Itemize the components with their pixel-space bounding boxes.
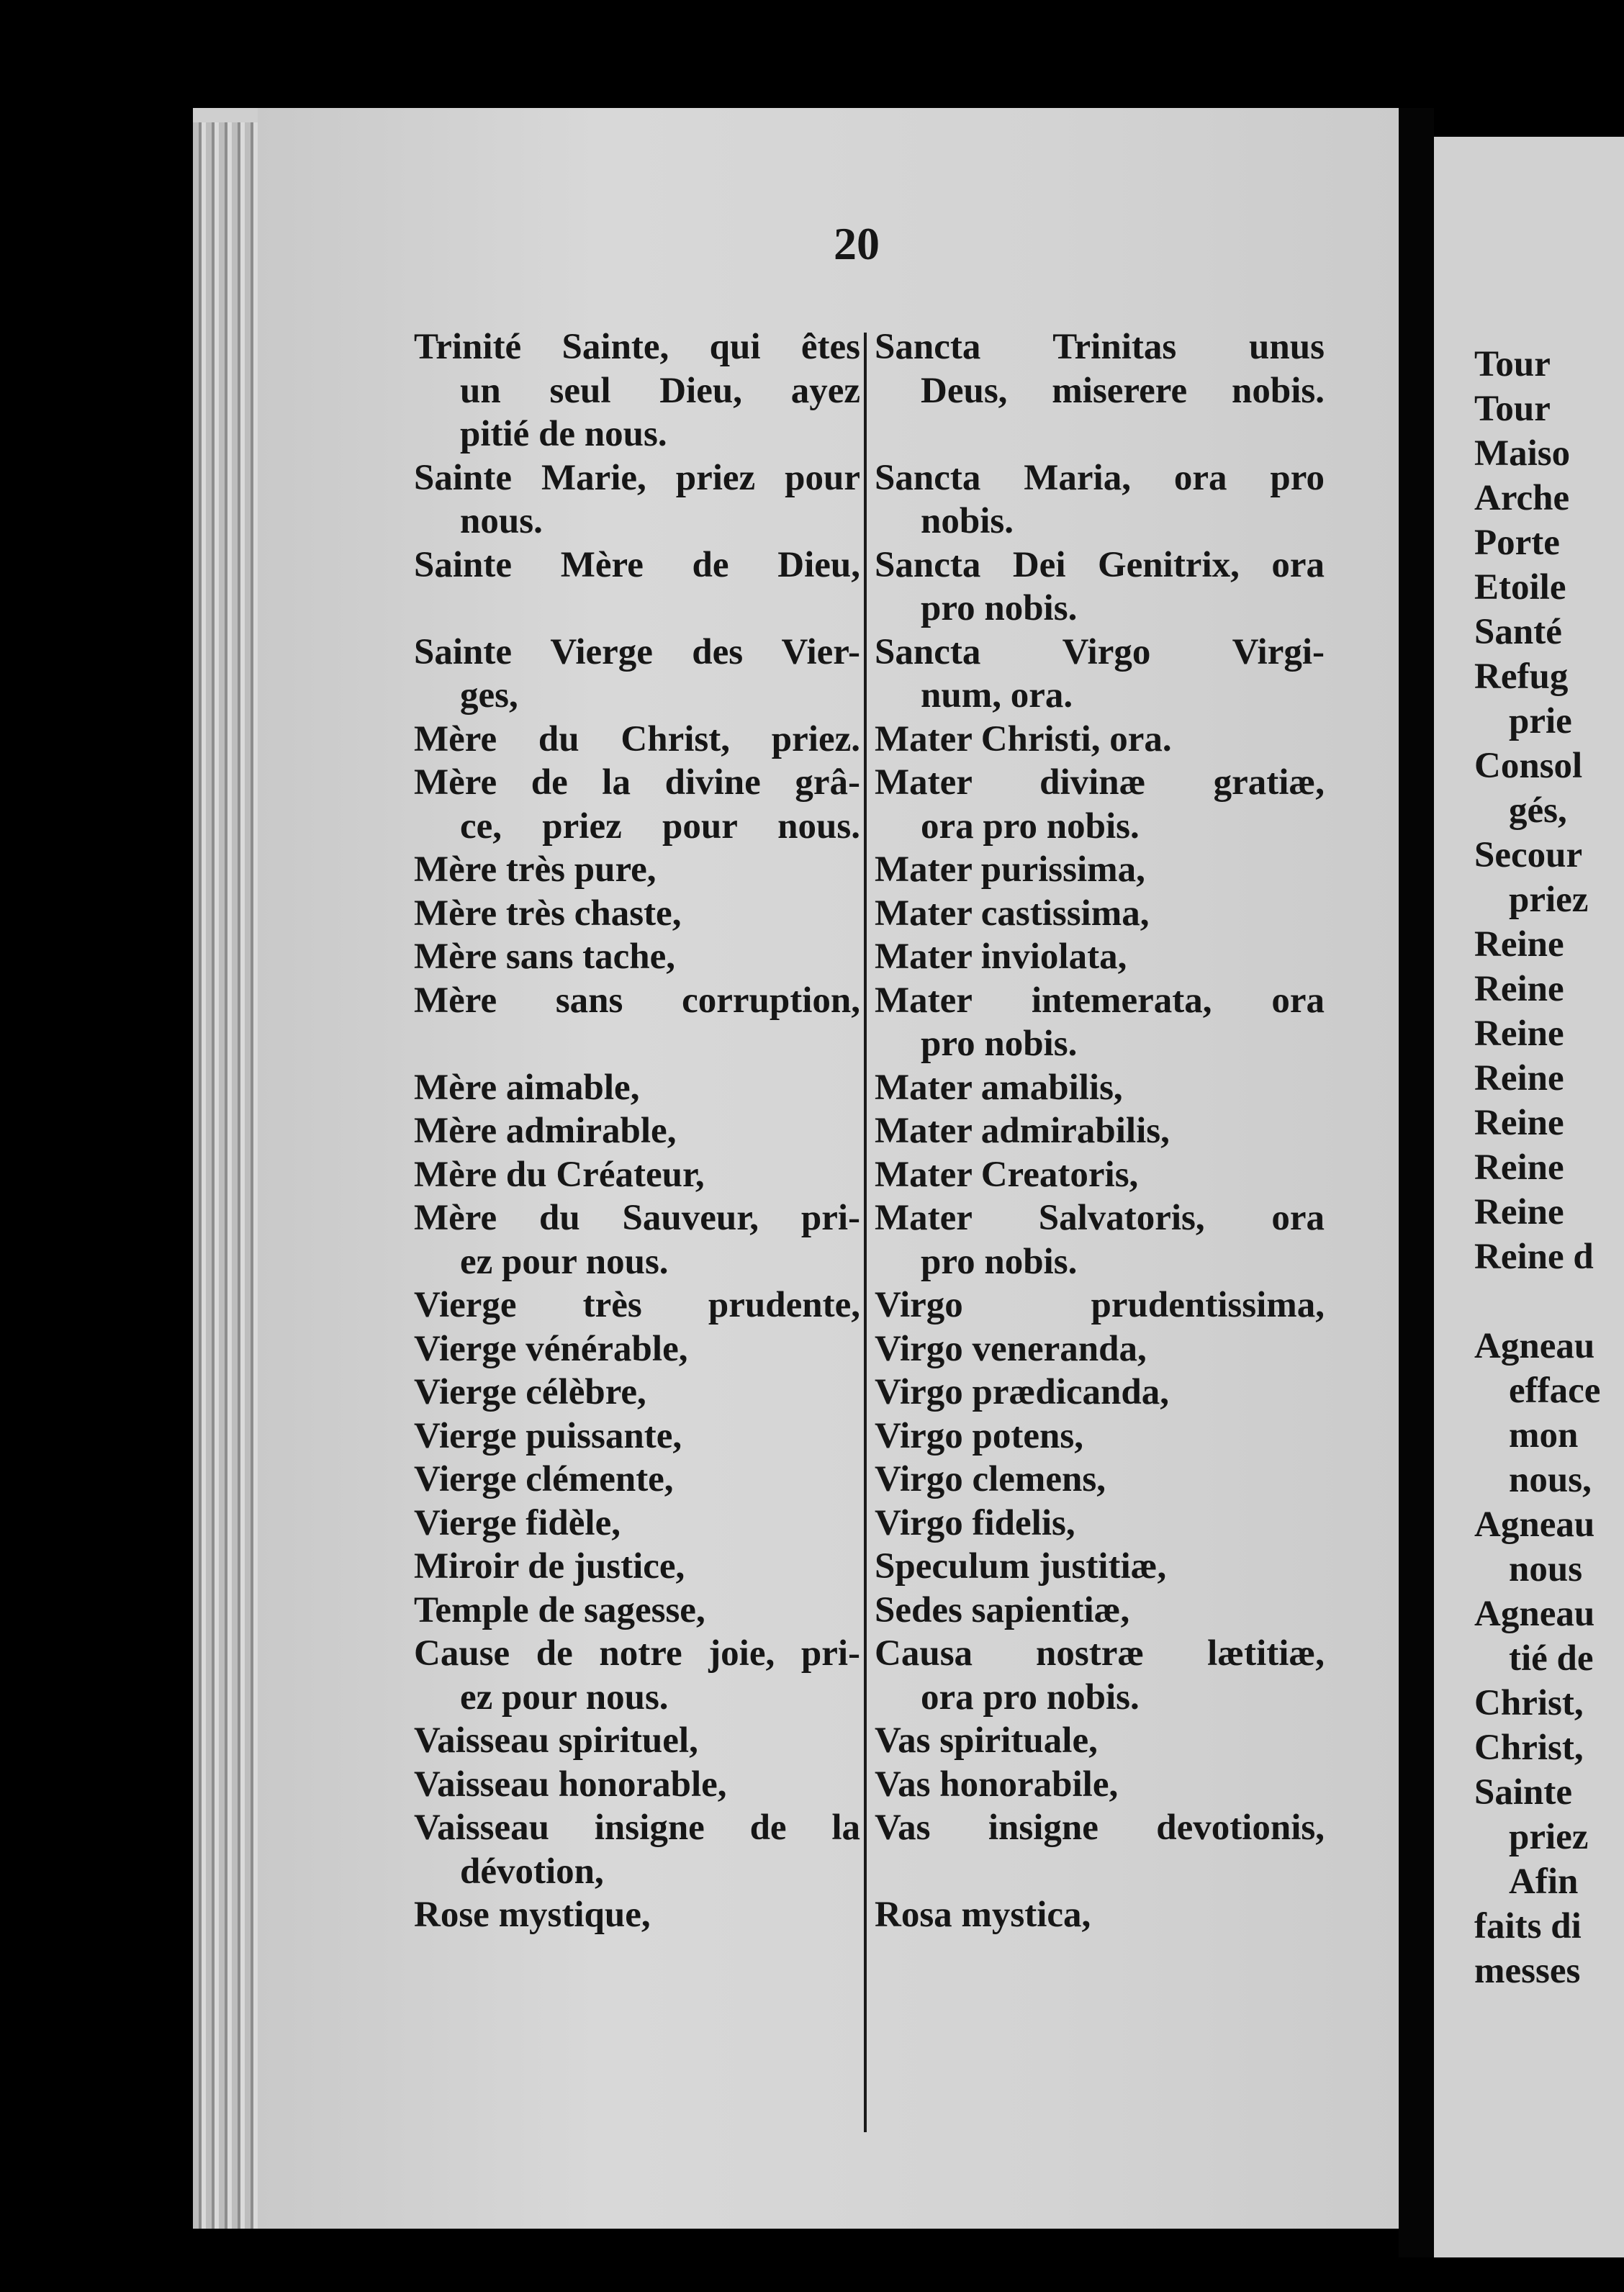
- entry-continuation-line: ora pro nobis.: [921, 806, 1140, 847]
- litany-entry: [875, 325, 1325, 456]
- facing-page-line: mon: [1509, 1415, 1579, 1456]
- facing-page-line: messes: [1474, 1951, 1581, 1991]
- entry-line: Mère de la divine grâ-: [414, 762, 860, 803]
- entry-line: Sainte Vierge des Vier-: [414, 631, 860, 672]
- facing-page-line: nous: [1509, 1549, 1583, 1589]
- litany-entry: [414, 1415, 860, 1458]
- facing-page-line: Reine d: [1474, 1237, 1594, 1277]
- entry-continuation-line: pro nobis.: [921, 1024, 1078, 1064]
- litany-entry: [414, 718, 860, 762]
- litany-entry: [414, 1502, 860, 1546]
- entry-line: Vierge puissante,: [414, 1415, 682, 1456]
- entry-continuation-line: num, ora.: [921, 675, 1073, 716]
- litany-entry: [414, 1066, 860, 1110]
- entry-line: Virgo potens,: [875, 1415, 1083, 1456]
- facing-page-line: Agneau: [1474, 1326, 1595, 1366]
- litany-entry: [875, 935, 1325, 979]
- facing-page-line: nous,: [1509, 1460, 1592, 1500]
- litany-entry: [875, 456, 1325, 543]
- facing-page-line: Tour: [1474, 389, 1551, 429]
- facing-page-line: Tour: [1474, 344, 1551, 384]
- facing-page-line: faits di: [1474, 1906, 1582, 1946]
- entry-continuation-line: dévotion,: [460, 1851, 604, 1892]
- entry-line: Virgo prudentissima,: [875, 1285, 1325, 1325]
- entry-line: Sancta Trinitas unus: [875, 327, 1325, 367]
- litany-entry: [875, 1153, 1325, 1197]
- litany-entry: [875, 1545, 1325, 1589]
- entry-line: Mère aimable,: [414, 1067, 640, 1108]
- facing-page-line: Refug: [1474, 657, 1569, 697]
- facing-page-line: Santé: [1474, 612, 1562, 652]
- entry-line: Vaisseau honorable,: [414, 1764, 727, 1805]
- entry-line: Mater intemerata, ora: [875, 980, 1325, 1021]
- litany-entry: [414, 1153, 860, 1197]
- column-divider: [864, 333, 867, 2132]
- litany-entry: [875, 1763, 1325, 1807]
- entry-line: Mère très chaste,: [414, 893, 682, 934]
- litany-entry: [414, 631, 860, 718]
- entry-line: Virgo fidelis,: [875, 1502, 1075, 1543]
- entry-continuation-line: nous.: [460, 501, 543, 541]
- entry-line: Vaisseau insigne de la: [414, 1808, 860, 1848]
- entry-line: Vierge vénérable,: [414, 1328, 688, 1369]
- facing-page-line: Sainte: [1474, 1772, 1573, 1813]
- litany-entry: [875, 1806, 1325, 1893]
- litany-entry: [875, 761, 1325, 848]
- entry-continuation-line: ez pour nous.: [460, 1241, 669, 1282]
- facing-page-line: Reine: [1474, 924, 1564, 965]
- litany-entry: [875, 1458, 1325, 1502]
- facing-page-line: [1474, 1279, 1600, 1324]
- facing-page-line: Etoile: [1474, 567, 1566, 608]
- litany-entry: [414, 1458, 860, 1502]
- entry-line: Temple de sagesse,: [414, 1589, 705, 1630]
- blank-line: [875, 1850, 1325, 1894]
- entry-line: Mère sans tache,: [414, 937, 676, 977]
- facing-page-line: priez: [1509, 1817, 1589, 1857]
- litany-entry: [414, 1196, 860, 1283]
- litany-entry: [875, 979, 1325, 1066]
- facing-page-line: priez: [1509, 880, 1589, 920]
- facing-page-text: [1474, 342, 1600, 1993]
- litany-entry: [875, 1719, 1325, 1763]
- entry-continuation-line: nobis.: [921, 501, 1014, 541]
- blank-line: [414, 587, 860, 631]
- entry-continuation-line: ce, priez pour nous.: [460, 806, 860, 847]
- litany-entry: [875, 1589, 1325, 1633]
- entry-line: Vierge célèbre,: [414, 1372, 646, 1412]
- entry-continuation-line: Deus, miserere nobis.: [921, 370, 1325, 411]
- facing-page-line: Porte: [1474, 523, 1560, 563]
- facing-page-line: efface: [1509, 1371, 1601, 1411]
- entry-line: Mater divinæ gratiæ,: [875, 762, 1325, 803]
- litany-entry: [414, 456, 860, 543]
- entry-line: Miroir de justice,: [414, 1546, 685, 1587]
- page-number: 20: [834, 218, 880, 269]
- litany-entry: [414, 1327, 860, 1371]
- entry-line: Mère du Créateur,: [414, 1154, 705, 1195]
- entry-line: Sancta Maria, ora pro: [875, 457, 1325, 498]
- latin-column: [875, 325, 1325, 1937]
- litany-entry: [414, 1806, 860, 1893]
- entry-line: Sedes sapientiæ,: [875, 1589, 1130, 1630]
- facing-page-line: Agneau: [1474, 1594, 1595, 1634]
- facing-page-line: Reine: [1474, 1103, 1564, 1143]
- entry-continuation-line: pro nobis.: [921, 1241, 1078, 1282]
- litany-entry: [414, 1719, 860, 1763]
- entry-line: Vierge clémente,: [414, 1459, 674, 1499]
- entry-line: Mère du Sauveur, pri-: [414, 1198, 860, 1238]
- entry-line: Speculum justitiæ,: [875, 1546, 1167, 1587]
- french-column: [414, 325, 860, 1937]
- litany-entry: [875, 848, 1325, 892]
- entry-line: Mater castissima,: [875, 893, 1150, 934]
- facing-page-line: Consol: [1474, 746, 1583, 786]
- facing-page-line: Secour: [1474, 835, 1583, 875]
- facing-page-line: Christ,: [1474, 1683, 1584, 1723]
- facing-page-line: Christ,: [1474, 1728, 1584, 1768]
- entry-line: Vas insigne devotionis,: [875, 1808, 1325, 1848]
- litany-entry: [414, 979, 860, 1066]
- entry-continuation-line: un seul Dieu, ayez: [460, 370, 860, 411]
- facing-page-line: Afin: [1509, 1862, 1579, 1902]
- facing-page-line: gés,: [1509, 790, 1567, 831]
- entry-line: Mère du Christ, priez.: [414, 718, 860, 759]
- litany-entry: [414, 1371, 860, 1415]
- entry-continuation-line: ez pour nous.: [460, 1677, 669, 1718]
- litany-entry: [875, 1502, 1325, 1546]
- entry-line: Mater purissima,: [875, 849, 1145, 890]
- entry-line: Sainte Mère de Dieu,: [414, 544, 860, 585]
- book-spine: [1399, 108, 1434, 2257]
- blank-line: [414, 1022, 860, 1066]
- entry-line: Mater amabilis,: [875, 1067, 1123, 1108]
- entry-line: Vaisseau spirituel,: [414, 1720, 698, 1761]
- entry-line: Sancta Dei Genitrix, ora: [875, 544, 1325, 585]
- litany-entry: [875, 631, 1325, 718]
- entry-line: Vas honorabile,: [875, 1764, 1119, 1805]
- entry-line: Mère admirable,: [414, 1111, 677, 1151]
- litany-entry: [414, 325, 860, 456]
- entry-line: Vierge très prudente,: [414, 1285, 860, 1325]
- litany-entry: [414, 848, 860, 892]
- litany-entry: [414, 543, 860, 631]
- litany-entry: [414, 1109, 860, 1153]
- litany-entry: [875, 1283, 1325, 1327]
- facing-page-line: Reine: [1474, 1192, 1564, 1232]
- entry-line: Cause de notre joie, pri-: [414, 1633, 860, 1674]
- litany-entry: [414, 892, 860, 936]
- entry-line: Mater admirabilis,: [875, 1111, 1170, 1151]
- entry-continuation-line: pro nobis.: [921, 588, 1078, 628]
- entry-line: Mater Creatoris,: [875, 1154, 1139, 1195]
- facing-page-line: Agneau: [1474, 1504, 1595, 1545]
- litany-entry: [414, 1632, 860, 1719]
- litany-entry: [875, 1893, 1325, 1937]
- litany-entry: [875, 1327, 1325, 1371]
- facing-page-line: Reine: [1474, 969, 1564, 1009]
- entry-line: Sancta Virgo Virgi-: [875, 631, 1325, 672]
- entry-line: Mater Christi, ora.: [875, 718, 1172, 759]
- entry-line: Causa nostræ lætitiæ,: [875, 1633, 1325, 1674]
- litany-entry: [414, 761, 860, 848]
- litany-entry: [414, 1589, 860, 1633]
- entry-line: Virgo clemens,: [875, 1459, 1106, 1499]
- entry-line: Rose mystique,: [414, 1895, 651, 1935]
- litany-entry: [875, 1196, 1325, 1283]
- entry-line: Mater Salvatoris, ora: [875, 1198, 1325, 1238]
- facing-page-line: tié de: [1509, 1638, 1594, 1679]
- facing-page-line: Reine: [1474, 1058, 1564, 1098]
- entry-line: Vas spirituale,: [875, 1720, 1098, 1761]
- facing-page-line: prie: [1509, 701, 1572, 741]
- litany-entry: [875, 1371, 1325, 1415]
- litany-entry: [875, 543, 1325, 631]
- entry-continuation-line: ges,: [460, 675, 518, 716]
- entry-line: Trinité Sainte, qui êtes: [414, 327, 860, 367]
- page-edges: [193, 122, 258, 2229]
- entry-line: Mater inviolata,: [875, 937, 1127, 977]
- blank-line: [875, 412, 1325, 456]
- litany-entry: [875, 1415, 1325, 1458]
- litany-entry: [875, 1109, 1325, 1153]
- entry-line: Virgo veneranda,: [875, 1328, 1147, 1369]
- entry-line: Sainte Marie, priez pour: [414, 457, 860, 498]
- litany-entry: [414, 1763, 860, 1807]
- entry-continuation-line: ora pro nobis.: [921, 1677, 1140, 1718]
- litany-entry: [875, 718, 1325, 762]
- entry-line: Vierge fidèle,: [414, 1502, 621, 1543]
- entry-line: Rosa mystica,: [875, 1895, 1091, 1935]
- litany-entry: [414, 935, 860, 979]
- litany-entry: [875, 1632, 1325, 1719]
- entry-line: Mère très pure,: [414, 849, 657, 890]
- entry-continuation-line: pitié de nous.: [460, 414, 667, 454]
- litany-entry: [875, 892, 1325, 936]
- litany-entry: [414, 1893, 860, 1937]
- litany-entry: [414, 1545, 860, 1589]
- facing-page-line: Arche: [1474, 478, 1570, 518]
- facing-page-line: Reine: [1474, 1147, 1564, 1188]
- litany-entry: [414, 1283, 860, 1327]
- facing-page-line: Reine: [1474, 1014, 1564, 1054]
- entry-line: Virgo prædicanda,: [875, 1372, 1169, 1412]
- facing-page-line: Maiso: [1474, 433, 1571, 474]
- litany-entry: [875, 1066, 1325, 1110]
- entry-line: Mère sans corruption,: [414, 980, 860, 1021]
